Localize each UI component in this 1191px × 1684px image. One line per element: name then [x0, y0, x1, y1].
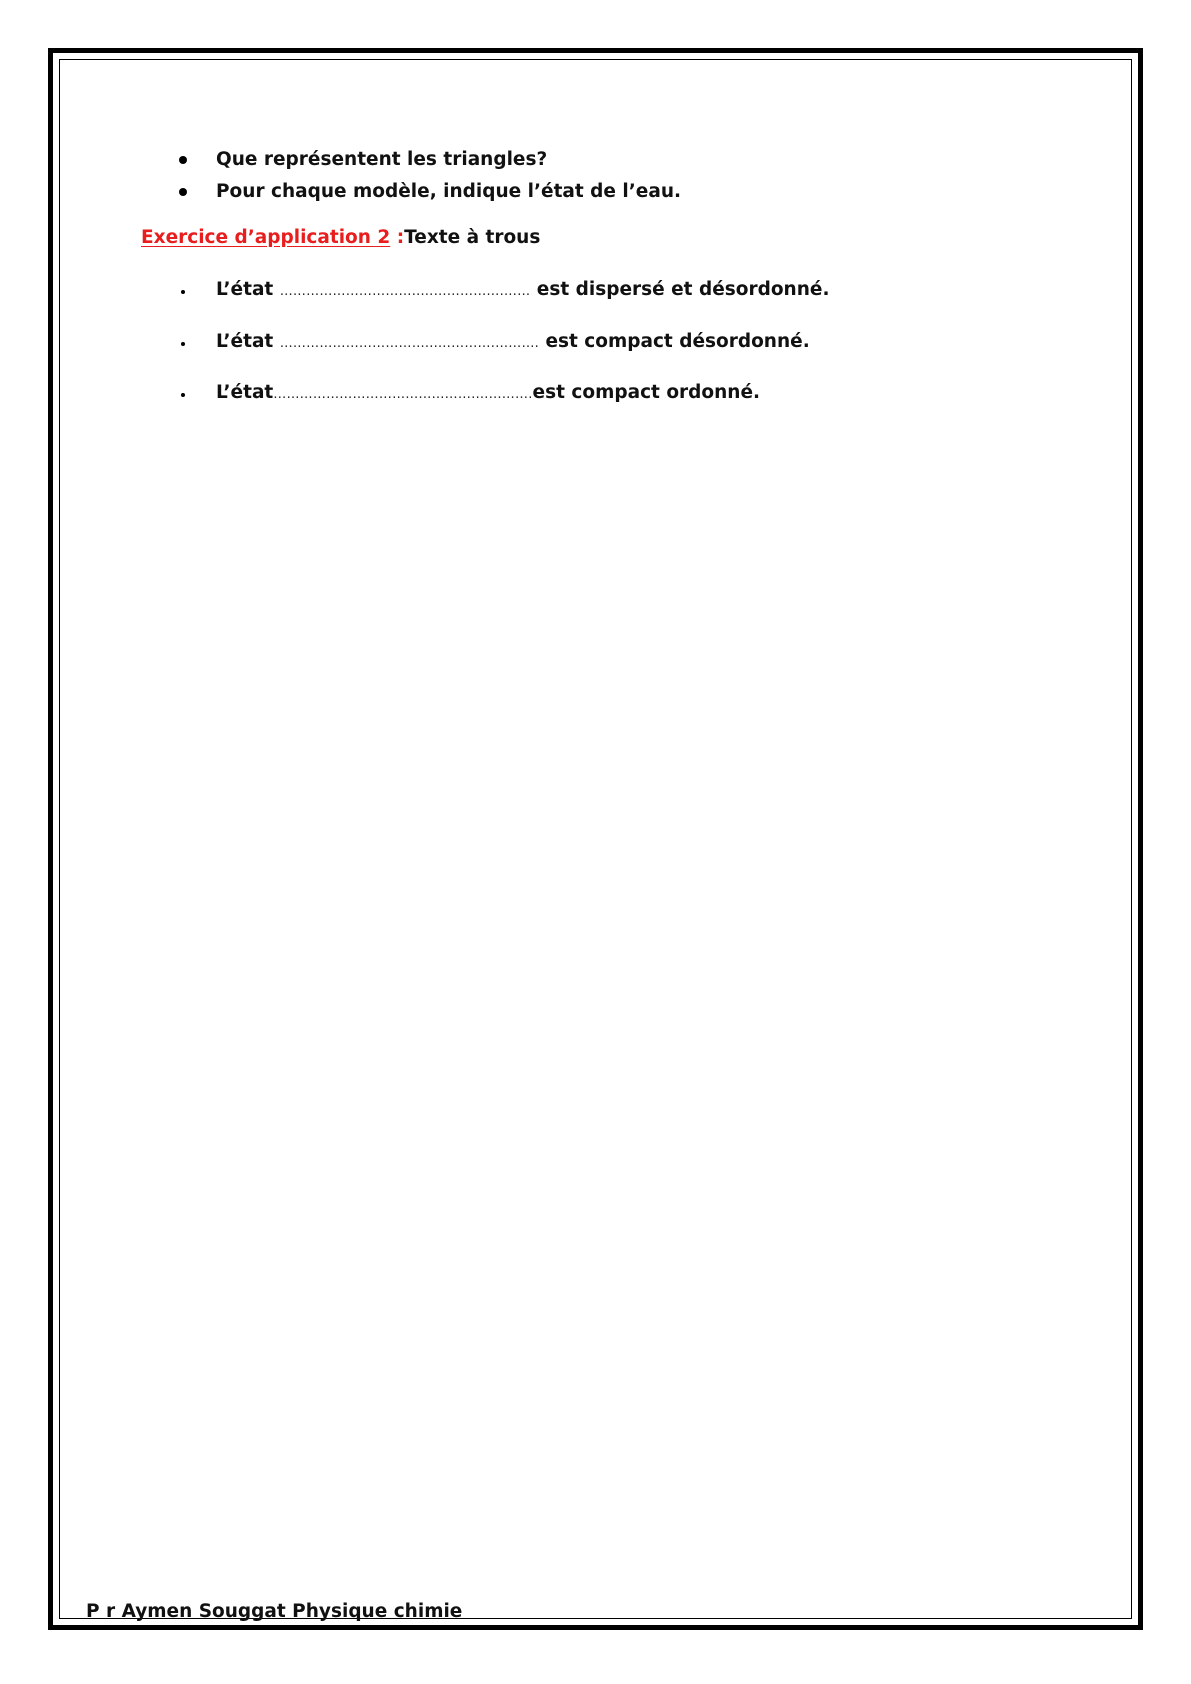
bullet-icon — [179, 188, 187, 196]
bullet-icon — [181, 393, 185, 397]
bullet-icon — [179, 156, 187, 164]
fill-blank: ……………………………...………….………. — [279, 336, 539, 351]
question-text: Que représentent les triangles? — [216, 149, 548, 170]
fill-prefix: L’état — [216, 279, 280, 300]
footer-author: P r Aymen Souggat Physique chimie — [86, 1601, 463, 1622]
question-list — [176, 144, 681, 208]
exercise-colon: : — [390, 227, 405, 248]
exercise-label: Exercice d’application 2 — [141, 227, 391, 248]
bullet-icon — [181, 290, 185, 294]
question-item — [176, 144, 681, 176]
exercise-title — [141, 227, 540, 248]
question-item — [176, 176, 681, 208]
question-text: Pour chaque modèle, indique l’état de l’eau. — [216, 181, 682, 202]
fill-suffix: est dispersé et désordonné. — [530, 279, 830, 300]
fill-suffix: est compact désordonné. — [539, 331, 810, 352]
fill-suffix: est compact ordonné. — [532, 382, 761, 403]
exercise-subtitle: Texte à trous — [404, 227, 541, 248]
fill-sentence — [216, 279, 829, 300]
fill-blank: …………………………..……………….…… — [279, 284, 531, 299]
fill-sentence — [216, 331, 810, 352]
bullet-icon — [181, 342, 185, 346]
fill-sentence — [216, 382, 760, 403]
fill-prefix: L’état — [216, 382, 274, 403]
fill-blank: ……………………………...………….………. — [273, 387, 533, 402]
fill-prefix: L’état — [216, 331, 280, 352]
